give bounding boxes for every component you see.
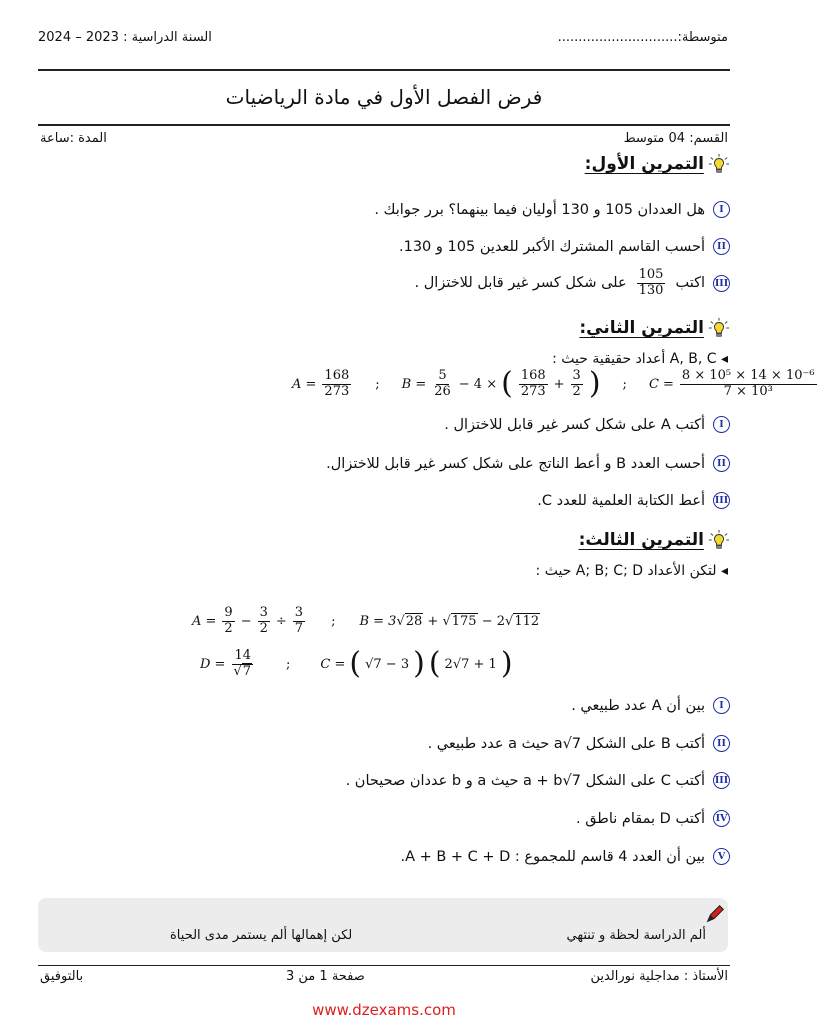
- exercise-2-formulas: [292, 366, 819, 402]
- exercise-3-question-2: [428, 735, 730, 752]
- fraction-denominator: 273: [324, 383, 350, 399]
- school-name: متوسطة:.............................: [557, 30, 728, 45]
- fraction-denominator: 7 × 10³: [723, 383, 773, 399]
- question-text: بين أن A عدد طبيعي .: [571, 697, 705, 714]
- exercise-3-question-3: [346, 772, 730, 789]
- exercise-2-question-1: [444, 416, 730, 433]
- sqrt-sign: √: [233, 663, 242, 679]
- fraction-denominator: 2: [572, 383, 581, 399]
- exercise-3-intro: ◂ لتكن الأعداد A; B; C; D حيث :: [535, 563, 728, 579]
- question-number-badge: III: [713, 772, 730, 789]
- operator: +: [423, 613, 443, 629]
- fraction: [222, 606, 234, 637]
- fraction-numerator: 168: [324, 368, 350, 383]
- question-text: أعط الكتابة العلمية للعدد C.: [537, 492, 705, 509]
- fraction: [519, 369, 548, 400]
- formula-B: [359, 614, 540, 629]
- exam-title: فرض الفصل الأول في مادة الرياضيات: [225, 85, 543, 109]
- question-text: اكتب: [675, 275, 705, 292]
- parenthesis-close: ): [500, 646, 513, 682]
- exercise-3-title: التمرين الثالث:: [578, 530, 704, 550]
- exercise-1-title: التمرين الأول:: [584, 154, 704, 174]
- exercise-2-intro: ◂ A, B, C أعداد حقيقية حيث :: [552, 351, 728, 367]
- sqrt-sign: √: [396, 613, 405, 629]
- fraction: [432, 369, 453, 400]
- question-number-badge: V: [713, 848, 730, 865]
- header-divider-bottom: [38, 124, 730, 126]
- lightbulb-icon: [708, 529, 730, 551]
- question-number-badge: IV: [713, 810, 730, 827]
- question-number-badge: II: [713, 455, 730, 472]
- question-text: أكتب D بمقام ناطق .: [575, 810, 705, 827]
- quote-right: ألم الدراسة لحظة و تنتهي: [566, 928, 706, 943]
- formula-C-factor-1: √7 − 3: [365, 656, 410, 672]
- question-text: أكتب C على الشكل a + b√7 حيث a و b عددان صحيحان .: [345, 772, 705, 789]
- parenthesis-open: (: [428, 646, 441, 682]
- question-number-badge: III: [713, 275, 730, 292]
- exercise-1-question-2: [399, 238, 730, 255]
- website-link[interactable]: www.dzexams.com: [312, 1001, 456, 1019]
- fraction-numerator: 5: [438, 368, 447, 383]
- question-text: هل العددان 105 و 130 أوليان فيما بينهما؟ برر جوابك .: [374, 201, 705, 218]
- fraction-denominator: 7: [294, 620, 304, 636]
- separator: ;: [286, 656, 291, 672]
- fraction: [293, 606, 305, 637]
- parenthesis-open: (: [501, 366, 513, 402]
- formula-A-label: A =: [192, 613, 217, 629]
- fraction: [231, 649, 254, 680]
- fraction-numerator: 9: [224, 605, 233, 620]
- sqrt-sign: √: [505, 613, 514, 629]
- question-text: أحسب العدد B و أعط الناتج على شكل كسر غير قابل للاختزال.: [326, 455, 705, 472]
- question-number-badge: III: [713, 492, 730, 509]
- exercise-1-heading: [585, 153, 730, 175]
- exercise-1-question-1: [374, 201, 730, 218]
- question-number-badge: I: [713, 416, 730, 433]
- fraction-numerator: 8 × 10⁵ × 14 × 10⁻⁶: [681, 368, 815, 383]
- sqrt-radicand: 175: [451, 613, 477, 629]
- question-text: أحسب القاسم المشترك الأكبر للعدين 105 و 130.: [399, 238, 705, 255]
- question-text: على شكل كسر غير قابل للاختزال .: [414, 275, 627, 292]
- fraction-numerator: 14: [234, 648, 252, 663]
- operator: +: [553, 376, 565, 392]
- exam-duration: المدة :ساعة: [40, 131, 107, 146]
- sqrt-radicand: 7: [242, 663, 252, 679]
- page-number: صفحة 1 من 3: [286, 969, 365, 984]
- formula-B-label: B = 3: [359, 613, 397, 629]
- fraction: [680, 369, 817, 400]
- exercise-2-title: التمرين الثاني:: [579, 318, 704, 338]
- exercise-2-question-2: [326, 455, 730, 472]
- operator: −: [240, 613, 252, 629]
- fraction-denominator: [231, 665, 254, 680]
- fraction-numerator: 3: [572, 368, 581, 383]
- fraction: [258, 606, 270, 637]
- fraction: [571, 369, 583, 400]
- exercise-3-formulas-row-1: [192, 606, 540, 637]
- fraction: [322, 369, 351, 400]
- fraction-numerator: 3: [259, 605, 268, 620]
- question-number-badge: I: [713, 697, 730, 714]
- fraction-denominator: 26: [434, 383, 451, 399]
- fraction-denominator: 2: [259, 620, 268, 636]
- fraction-numerator: 168: [520, 368, 546, 383]
- question-text: أكتب B على الشكل a√7 حيث a عدد طبيعي .: [427, 735, 705, 752]
- formula-D-label: D =: [200, 656, 226, 672]
- operator: − 2: [477, 613, 506, 629]
- sqrt-radicand: 112: [514, 613, 540, 629]
- lightbulb-icon: [708, 153, 730, 175]
- question-number-badge: II: [713, 735, 730, 752]
- exercise-2-question-3: [537, 492, 730, 509]
- exercise-1-question-3: [415, 268, 730, 299]
- formula-C-label: C =: [648, 376, 674, 392]
- formula-B-label: B =: [401, 376, 427, 392]
- exercise-3-question-5: [400, 848, 730, 865]
- exercise-3-heading: [579, 529, 730, 551]
- separator: ;: [622, 376, 627, 392]
- fraction-numerator: 3: [294, 605, 304, 620]
- question-number-badge: I: [713, 201, 730, 218]
- fraction-105-130: [637, 268, 666, 299]
- exercise-2-heading: [579, 317, 730, 339]
- question-text: بين أن العدد 4 قاسم للمجموع : A + B + C + D.: [400, 848, 705, 865]
- teacher-name: الأستاذ : مداجلية نورالدين: [590, 969, 728, 984]
- formula-C-label: C =: [320, 656, 346, 672]
- fraction-numerator: 105: [638, 267, 664, 282]
- exercise-3-formulas-row-2: [200, 646, 513, 682]
- operator: − 4 ×: [458, 376, 498, 392]
- sqrt-radicand: 28: [405, 613, 423, 629]
- fraction-denominator: 2: [224, 620, 233, 636]
- exercise-3-question-4: [576, 810, 730, 827]
- question-text: أكتب A على شكل كسر غير قابل للاختزال .: [444, 416, 705, 433]
- parenthesis-open: (: [349, 646, 362, 682]
- formula-A-label: A =: [292, 376, 317, 392]
- fraction-denominator: 273: [520, 383, 546, 399]
- lightbulb-icon: [708, 317, 730, 339]
- question-number-badge: II: [713, 238, 730, 255]
- quote-left: لكن إهمالها ألم يستمر مدى الحياة: [170, 928, 353, 943]
- exercise-3-question-1: [571, 697, 730, 714]
- separator: ;: [331, 613, 336, 629]
- footer-divider: [38, 965, 730, 966]
- parenthesis-close: ): [413, 646, 425, 682]
- separator: ;: [375, 376, 380, 392]
- formula-C-factor-2: 2√7 + 1: [444, 656, 497, 672]
- fraction-denominator: 130: [638, 282, 664, 298]
- pen-icon: [704, 903, 726, 925]
- school-year: السنة الدراسية : 2023 – 2024: [38, 30, 212, 45]
- good-luck: بالتوفيق: [40, 969, 84, 984]
- sqrt-sign: √: [442, 613, 451, 629]
- header-divider-top: [38, 69, 730, 71]
- quote-box: [38, 898, 728, 952]
- operator: ÷: [275, 613, 287, 629]
- class-level: القسم: 04 متوسط: [623, 131, 728, 146]
- parenthesis-close: ): [588, 366, 601, 402]
